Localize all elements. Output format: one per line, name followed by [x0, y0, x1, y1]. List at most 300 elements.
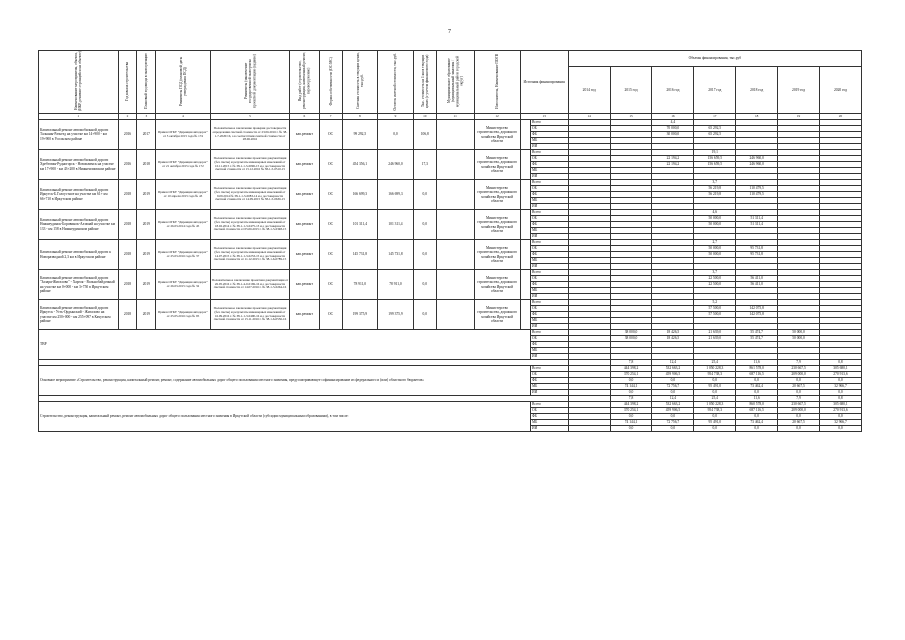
year-value: 2,7 — [694, 240, 736, 246]
executor: Министерство строительства, дорожного хозяйства Иркутской области — [474, 240, 520, 270]
year-value: 38 000,0 — [610, 330, 652, 336]
per-km-value: 0,8 — [819, 360, 861, 366]
funding-source: МБ — [531, 288, 569, 294]
year-header: 2019 год — [778, 66, 820, 113]
year-value: 270 913,6 — [819, 408, 861, 414]
funding-source: МБ — [531, 318, 569, 324]
end-year: 2019 — [137, 300, 156, 330]
year-value: 95 491,0 — [694, 384, 736, 390]
cost-per-km: 0,0 — [413, 180, 436, 210]
year-value: 50 000,0 — [694, 246, 736, 252]
year-value: 444 398,2 — [610, 366, 652, 372]
executor: Министерство строительства, дорожного хозяйства Иркутской области — [474, 150, 520, 180]
funding-source: ОБ — [531, 408, 569, 414]
remaining-cost: 166 699,3 — [378, 180, 414, 210]
end-year: 2017 — [137, 120, 156, 150]
funding-source: Всего — [531, 402, 569, 408]
object-name: Капитальный ремонт автомобильной дороги Иркутск-Б.Голоустное на участке км 61+ км 66+710 в Иркутском районе — [39, 180, 119, 210]
header-executor: Исполнитель, Наименование ПОГВ — [494, 54, 499, 109]
year-value: 0,0 — [652, 390, 694, 396]
funding-source: ФБ — [531, 378, 569, 384]
estimate-cost: 166 699,3 — [342, 180, 378, 210]
year-value: 0,0 — [778, 414, 820, 420]
funding-source: ФБ — [531, 222, 569, 228]
column-number: 16 — [652, 114, 694, 120]
source-spacer — [520, 270, 530, 300]
year-value: 50 000,0 — [694, 252, 736, 258]
table-body — [39, 120, 862, 432]
year-value: 22 194,2 — [652, 156, 694, 162]
estimate-cost: 101 311,4 — [342, 210, 378, 240]
object-name: Капитальный ремонт автомобильной дороги к Новоразводной 2,3 км в Иркутском районе — [39, 240, 119, 270]
year-value: 56 219,8 — [694, 186, 736, 192]
psd-details: Приказ ОГКУ "Дирекция автодорог" от 10 апреля 2015 года № 43 — [156, 180, 210, 210]
year-value: 50 000,0 — [778, 336, 820, 342]
year-value: 72 756,7 — [652, 384, 694, 390]
per-km-value: 25,4 — [694, 396, 736, 402]
year-value: 0,0 — [819, 378, 861, 384]
source-spacer — [520, 180, 530, 210]
per-km-value: 11,6 — [736, 360, 778, 366]
expertise-details: Положительное заключение проектная документация от 26.05.2016 г. № 38-1-4-0-0169-16 и о достоверности сметной стоимости от 14.07.2016 г. № 38-1-5-0264-16 — [210, 270, 290, 300]
per-km-value: 7,8 — [610, 396, 652, 402]
year-header: 2018 год — [736, 66, 778, 113]
year-value: 370 254,1 — [610, 408, 652, 414]
expertise-details: Положительное заключение проектная документация (без сметы) и результаты инженерных изысканий от 9.09.2014 № 38-1-1-3-0083-14 и о достоверности сметной стоимости от 14.09.2015 № 38-1-5-0636-15 — [210, 180, 290, 210]
year-header: 2015 год — [610, 66, 652, 113]
year-value: 56 219,8 — [694, 192, 736, 198]
header-rest: Остаток сметной стоимости, тыс.руб. — [393, 52, 398, 111]
end-year: 2018 — [137, 150, 156, 180]
year-value: 0,0 — [819, 390, 861, 396]
year-value: 95 491,0 — [694, 420, 736, 426]
header-end-year: Плановый год ввода в эксплуатацию — [144, 53, 149, 110]
year-value: 32 966,7 — [819, 384, 861, 390]
year-value: 459 906,5 — [652, 372, 694, 378]
summary-label: ТВР — [39, 330, 531, 360]
year-value: 3,7 — [694, 270, 736, 276]
year-value: 65 292,5 — [694, 126, 736, 132]
year-value: 22 500,0 — [694, 282, 736, 288]
column-number: 10 — [413, 114, 436, 120]
funding-source: Всего — [531, 366, 569, 372]
header-psd: Реквизиты ПСД (плановой даты утверждения ПСД) — [178, 56, 187, 107]
year-value: 0,0 — [819, 414, 861, 420]
year-value: 51 311,4 — [736, 222, 778, 228]
year-value: 95 731,8 — [736, 246, 778, 252]
psd-details: Приказ ОГКУ "Дирекция автодорог" от 5 октября 2015 года № 174 — [156, 120, 210, 150]
year-value: 532 663,2 — [652, 366, 694, 372]
cost-per-km: 0,0 — [413, 240, 436, 270]
funding-source: ФБ — [531, 132, 569, 138]
per-km-value: 7,8 — [610, 360, 652, 366]
column-number: 17 — [694, 114, 736, 120]
start-year: 2016 — [118, 120, 137, 150]
year-value: 0,0 — [652, 378, 694, 384]
year-value: 70 000,0 — [652, 126, 694, 132]
estimate-cost: 78 911,0 — [342, 270, 378, 300]
source-spacer — [520, 210, 530, 240]
year-value — [568, 426, 610, 432]
work-type: кап.ремонт — [290, 240, 319, 270]
year-value: 270 913,6 — [819, 372, 861, 378]
cost-per-km: 106,8 — [413, 120, 436, 150]
executor: Министерство строительства, дорожного хозяйства Иркутской области — [474, 210, 520, 240]
column-number: 8 — [342, 114, 378, 120]
funding-source: ИИ — [531, 204, 569, 210]
ownership: ОС — [319, 270, 342, 300]
year-value: 246 960,0 — [736, 162, 778, 168]
funding-source: Всего — [531, 120, 569, 126]
object-name: Капитальный ремонт автомобильной дороги Тальяны-Разъезд на участке км 14+900 - км 19+900 в Усольском районе — [39, 120, 119, 150]
year-value: 305 680,1 — [819, 402, 861, 408]
year-value: 142 075,8 — [736, 312, 778, 318]
column-number: 4 — [156, 114, 210, 120]
funding-source: ОБ — [531, 276, 569, 282]
funding-source: Всего — [531, 180, 569, 186]
year-value: 0,0 — [778, 378, 820, 384]
year-value: 51 311,4 — [736, 216, 778, 222]
remaining-cost: 145 731,8 — [378, 240, 414, 270]
cost-per-km: 0,0 — [413, 300, 436, 330]
funding-source: ФБ — [531, 342, 569, 348]
year-value: 55 474,7 — [736, 336, 778, 342]
year-value: 95 731,8 — [736, 252, 778, 258]
year-value: 73 462,4 — [736, 420, 778, 426]
column-number: 5 — [210, 114, 290, 120]
funding-source: ИИ — [531, 174, 569, 180]
funding-source: ОБ — [531, 216, 569, 222]
funding-source: МБ — [531, 258, 569, 264]
per-km-value: 0,8 — [819, 396, 861, 402]
funding-source: ИИ — [531, 294, 569, 300]
funding-source: ФБ — [531, 162, 569, 168]
year-value: 73 462,4 — [736, 384, 778, 390]
year-value: 0,0 — [819, 426, 861, 432]
estimate-cost: 145 731,8 — [342, 240, 378, 270]
year-value: 0,0 — [694, 414, 736, 420]
column-number: 3 — [137, 114, 156, 120]
municipality — [436, 240, 474, 270]
year-value: 0,0 — [610, 378, 652, 384]
year-value: 860 578,0 — [736, 402, 778, 408]
year-value: 459 906,5 — [652, 408, 694, 414]
start-year: 2018 — [118, 300, 137, 330]
year-value: 0,0 — [652, 426, 694, 432]
year-value: 32 966,7 — [819, 420, 861, 426]
funding-source: ИИ — [531, 234, 569, 240]
cost-per-km: 0,0 — [413, 270, 436, 300]
column-number: 1 — [39, 114, 119, 120]
funding-source: ОБ — [531, 156, 569, 162]
year-value: 246 960,0 — [736, 156, 778, 162]
municipality — [436, 120, 474, 150]
year-value: 209 000,0 — [778, 408, 820, 414]
year-value: 4,6 — [694, 210, 736, 216]
estimate-cost: 99 292,5 — [342, 120, 378, 150]
start-year: 2018 — [118, 270, 137, 300]
funding-source: Всего — [531, 150, 569, 156]
year-value: 0,0 — [694, 378, 736, 384]
year-value: 50 000,0 — [694, 222, 736, 228]
column-number: 15 — [610, 114, 652, 120]
per-km-value: 11,6 — [736, 396, 778, 402]
summary-label: Основное мероприятие «Строительство, реконструкция, капитальный ремонт, ремонт, содержание автомобильных дорог общего пользования местного значения, предусматривающее софинансирование из федерального и (или) областного бюджетов» — [39, 366, 531, 396]
year-header: 2017 год — [694, 66, 736, 113]
funding-source: МБ — [531, 228, 569, 234]
year-value: 230 667,5 — [778, 402, 820, 408]
municipality — [436, 300, 474, 330]
source-spacer — [520, 300, 530, 330]
header-ownership: Форма собственности (ОС/МС) — [328, 57, 333, 106]
funding-source: Всего — [531, 300, 569, 306]
funding-source: ИИ — [531, 390, 569, 396]
funding-source: ИИ — [531, 144, 569, 150]
year-value: 110 479,5 — [736, 186, 778, 192]
object-name: Капитальный ремонт автомобильной дороги "Заларя-Жигалово" - Харгоя - Вольнобайдочный на участке км 0+000 - км 3+750 в Иркутском районе — [39, 270, 119, 300]
funding-source: Всего — [531, 210, 569, 216]
year-value: 72 756,7 — [652, 420, 694, 426]
year-value: 22 194,2 — [652, 162, 694, 168]
year-value: 954 738,3 — [694, 372, 736, 378]
remaining-cost: 246 960,0 — [378, 150, 414, 180]
column-number: 2 — [118, 114, 137, 120]
funding-source: МБ — [531, 384, 569, 390]
expertise-details: Положительное заключение проектная документация (без сметы) и результаты инженерных изысканий от 18.02.2014 г. № 38-1-1-3-0475-13 и о достоверности сметной стоимости от 05.06.2015 г. № 38-1-5-0348-15 — [210, 210, 290, 240]
funding-source: МБ — [531, 138, 569, 144]
funding-source: ОБ — [531, 306, 569, 312]
work-type: кап.ремонт — [290, 300, 319, 330]
column-number: 14 — [568, 114, 610, 120]
funding-source: ИИ — [531, 426, 569, 432]
work-type: кап.ремонт — [290, 180, 319, 210]
funding-source: ФБ — [531, 312, 569, 318]
funding-source: ФБ — [531, 252, 569, 258]
year-value: 56 411,0 — [736, 282, 778, 288]
header-work-type: Вид работ (строительство, реконструкция, капитальный ремонт, перевооружение) — [298, 52, 311, 110]
psd-details: Приказ ОГКУ "Дирекция автодорог" от 25.05.2016 года № 95 — [156, 300, 210, 330]
municipality — [436, 150, 474, 180]
funding-source: ФБ — [531, 192, 569, 198]
year-value: 142 075,8 — [736, 306, 778, 312]
executor: Министерство строительства, дорожного хозяйства Иркутской области — [474, 120, 520, 150]
year-value: 50 000,0 — [694, 216, 736, 222]
financing-table — [38, 50, 862, 432]
column-number: 7 — [319, 114, 342, 120]
funding-source: МБ — [531, 168, 569, 174]
executor: Министерство строительства, дорожного хозяйства Иркутской области — [474, 300, 520, 330]
header-start-year: Год начала строительства — [125, 61, 130, 101]
start-year: 2018 — [118, 180, 137, 210]
year-value: 65 292,5 — [694, 132, 736, 138]
object-name: Капитальный ремонт автомобильной дороги Нижнеудинск-Боровинок-Алзамай на участке км 133 - км 158 в Нижнеудинском районе — [39, 210, 119, 240]
funding-source: ИИ — [531, 324, 569, 330]
header-name: Наименование мероприятия, объекта, (ИКР, решение строящейся на объекте) — [74, 51, 83, 112]
source-spacer — [520, 120, 530, 150]
expertise-details: Положительное заключение проверки достоверности определения сметной стоимости от 23.06.2016 г. № 38-1-7-2020/16, а в соответствии сметной стоимости от 28.06.2016 — [210, 120, 290, 150]
column-number: 9 — [378, 114, 414, 120]
header-funding: Объемы финансирования, тыс.руб — [568, 51, 861, 67]
year-value: 0,0 — [610, 414, 652, 420]
funding-source: ОБ — [531, 186, 569, 192]
funding-source: ОБ — [531, 246, 569, 252]
funding-source: ФБ — [531, 282, 569, 288]
year-value: 5,2 — [694, 300, 736, 306]
year-value: 18 426,5 — [652, 336, 694, 342]
year-value: 0,0 — [736, 426, 778, 432]
year-value: 156 659,5 — [694, 162, 736, 168]
ownership: ОС — [319, 240, 342, 270]
executor: Министерство строительства, дорожного хозяйства Иркутской области — [474, 270, 520, 300]
year-value: 18 426,5 — [652, 330, 694, 336]
header-per-km: Тыс. стоимость на 1 км в текущих ценах (с учетом финансового года) — [420, 54, 429, 109]
psd-details: Приказ ОГКУ "Дирекция автодорог" от 21 октября 2015 года № 172 — [156, 150, 210, 180]
municipality — [436, 270, 474, 300]
header-source: Источник финансирования — [520, 51, 568, 114]
year-value: 20 667,5 — [778, 384, 820, 390]
end-year: 2019 — [137, 180, 156, 210]
year-value: 0,0 — [652, 414, 694, 420]
column-number: 12 — [474, 114, 520, 120]
funding-source: ОБ — [531, 336, 569, 342]
ownership: ОС — [319, 210, 342, 240]
work-type: кап.ремонт — [290, 150, 319, 180]
end-year: 2019 — [137, 210, 156, 240]
year-value: 4,4 — [652, 120, 694, 126]
estimate-cost: 454 356,1 — [342, 150, 378, 180]
executor: Министерство строительства, дорожного хозяйства Иркутской области — [474, 180, 520, 210]
psd-details: Приказ ОГКУ "Дирекция автодорог" от 26.03.2014 года № 45 — [156, 210, 210, 240]
column-number: 13 — [520, 114, 568, 120]
year-value: 57 500,0 — [694, 306, 736, 312]
year-value: 0,0 — [778, 426, 820, 432]
column-number: 6 — [290, 114, 319, 120]
year-value: 532 663,2 — [652, 402, 694, 408]
funding-source: МБ — [531, 420, 569, 426]
year-value: 230 667,5 — [778, 366, 820, 372]
object-name: Капитальный ремонт автомобильной дороги Иркутск - Усть-Ордынский - Жигалово на участке км 250+000 - км 255+097 в Качугском районе — [39, 300, 119, 330]
source-spacer — [520, 240, 530, 270]
object-name: Капитальный ремонт автомобильной дороги Хребтовая-Рудногорск - Новоилимск на участке км 17+900 - км 43+200 в Нижнеилимском районе — [39, 150, 119, 180]
per-km-value: 12,4 — [652, 396, 694, 402]
year-value: 156 659,5 — [694, 156, 736, 162]
ownership: ОС — [319, 180, 342, 210]
year-value: 74 144,1 — [610, 420, 652, 426]
column-number: 19 — [778, 114, 820, 120]
year-value: 56 411,0 — [736, 276, 778, 282]
year-value: 20 667,5 — [778, 420, 820, 426]
year-value: 30 000,0 — [652, 132, 694, 138]
year-value: 1 050 228,3 — [694, 366, 736, 372]
funding-source: МБ — [531, 198, 569, 204]
year-value: 50 000,0 — [778, 330, 820, 336]
cost-per-km: 17,3 — [413, 150, 436, 180]
year-value: 19,1 — [694, 150, 736, 156]
funding-source: ОБ — [531, 372, 569, 378]
year-value: 74 144,1 — [610, 384, 652, 390]
funding-source: ОБ — [531, 126, 569, 132]
year-value: 0,0 — [736, 390, 778, 396]
funding-source: МБ — [531, 348, 569, 354]
funding-source: ФБ — [531, 414, 569, 420]
header-municipality: Муниципальное образование (муниципальный заказчик / муниципальный район городской округ) — [446, 55, 464, 108]
header-row — [39, 51, 862, 67]
year-value: 0,0 — [778, 390, 820, 396]
expertise-details: Положительное заключение проектная документация (без сметы) и результаты инженерных изысканий от 14.07.2015 г. № 38-1-1-3-0253-15 и о достоверности сметной стоимости от 11.12.2015 г. № 38-1-6-0789-15 — [210, 240, 290, 270]
year-value: 3,7 — [694, 180, 736, 186]
year-value: 687 116,5 — [736, 408, 778, 414]
header-cost: Сметная стоимость в текущих ценах, тыс.руб. — [355, 52, 364, 110]
year-value: 55 474,7 — [736, 330, 778, 336]
year-header: 2014 год — [568, 66, 610, 113]
year-value: 110 479,5 — [736, 192, 778, 198]
year-value: 687 116,5 — [736, 372, 778, 378]
year-value: 209 000,0 — [778, 372, 820, 378]
funding-source: ИИ — [531, 264, 569, 270]
ownership: ОС — [319, 150, 342, 180]
psd-details: Приказ ОГКУ "Дирекция автодорог" от 26.03.2015 года № 32 — [156, 270, 210, 300]
per-km-value: 7,9 — [778, 360, 820, 366]
remaining-cost: 78 911,0 — [378, 270, 414, 300]
ownership: ОС — [319, 120, 342, 150]
year-value: 305 680,1 — [819, 366, 861, 372]
work-type: кап.ремонт — [290, 120, 319, 150]
funding-source: Всего — [531, 330, 569, 336]
page-number: 7 — [448, 29, 451, 35]
estimate-cost: 199 375,9 — [342, 300, 378, 330]
year-value: 0,0 — [610, 426, 652, 432]
year-value: 861 578,0 — [736, 366, 778, 372]
municipality — [436, 180, 474, 210]
year-value: 21 639,0 — [694, 330, 736, 336]
summary-label: Строительство, реконструкция, капитальный ремонт, ремонт автомобильных дорог общего пользования местного значения в Иркутской области (субсидии муниципальным образованиям), в том числе: — [39, 402, 531, 432]
column-number: 11 — [436, 114, 474, 120]
column-number: 20 — [819, 114, 861, 120]
year-value: 0,0 — [736, 378, 778, 384]
remaining-cost: 0,0 — [378, 120, 414, 150]
year-value: 0,0 — [694, 426, 736, 432]
year-value: 22 500,0 — [694, 276, 736, 282]
per-km-value: 12,4 — [652, 360, 694, 366]
column-number: 18 — [736, 114, 778, 120]
municipality — [436, 210, 474, 240]
year-value: 57 500,0 — [694, 312, 736, 318]
year-value: 21 639,0 — [694, 336, 736, 342]
year-header: 2020 год — [819, 66, 861, 113]
end-year: 2019 — [137, 270, 156, 300]
year-value: 954 738,3 — [694, 408, 736, 414]
year-value: 38 000,0 — [610, 336, 652, 342]
per-km-value: 25,4 — [694, 360, 736, 366]
year-value: 0,0 — [694, 390, 736, 396]
year-value: 1 050 228,3 — [694, 402, 736, 408]
year-value: 0,0 — [610, 390, 652, 396]
funding-source: Всего — [531, 240, 569, 246]
source-spacer — [520, 150, 530, 180]
header-expertise: Реквизиты (заключение государственной экспертизы проектной документации (задание) — [243, 54, 257, 109]
remaining-cost: 101 311,4 — [378, 210, 414, 240]
expertise-details: Положительное заключение проектная документация (без сметы) и результаты инженерных изысканий от 10.11.2015 г. № 38-1-1-3-0096-15 и о достоверности сметной стоимости от 15.12.2016 № 38-1-5-0510-15 — [210, 150, 290, 180]
funding-source: Всего — [531, 270, 569, 276]
work-type: кап.ремонт — [290, 270, 319, 300]
remaining-cost: 199 375,9 — [378, 300, 414, 330]
cost-per-km: 0,0 — [413, 210, 436, 240]
expertise-details: Положительное заключение проектная документация (без сметы) и результаты инженерных изысканий от 16.09.2016 г. № 38-1-1-3-0490-16 и о достоверности сметной стоимости от 15.11.2016 г. № 38-1-6-0536-16 — [210, 300, 290, 330]
year-header: 2016 год — [652, 66, 694, 113]
per-km-value: 7,9 — [778, 396, 820, 402]
psd-details: Приказ ОГКУ "Дирекция автодорог" от 25.03.2016 года № 37 — [156, 240, 210, 270]
year-value: 0,0 — [736, 414, 778, 420]
